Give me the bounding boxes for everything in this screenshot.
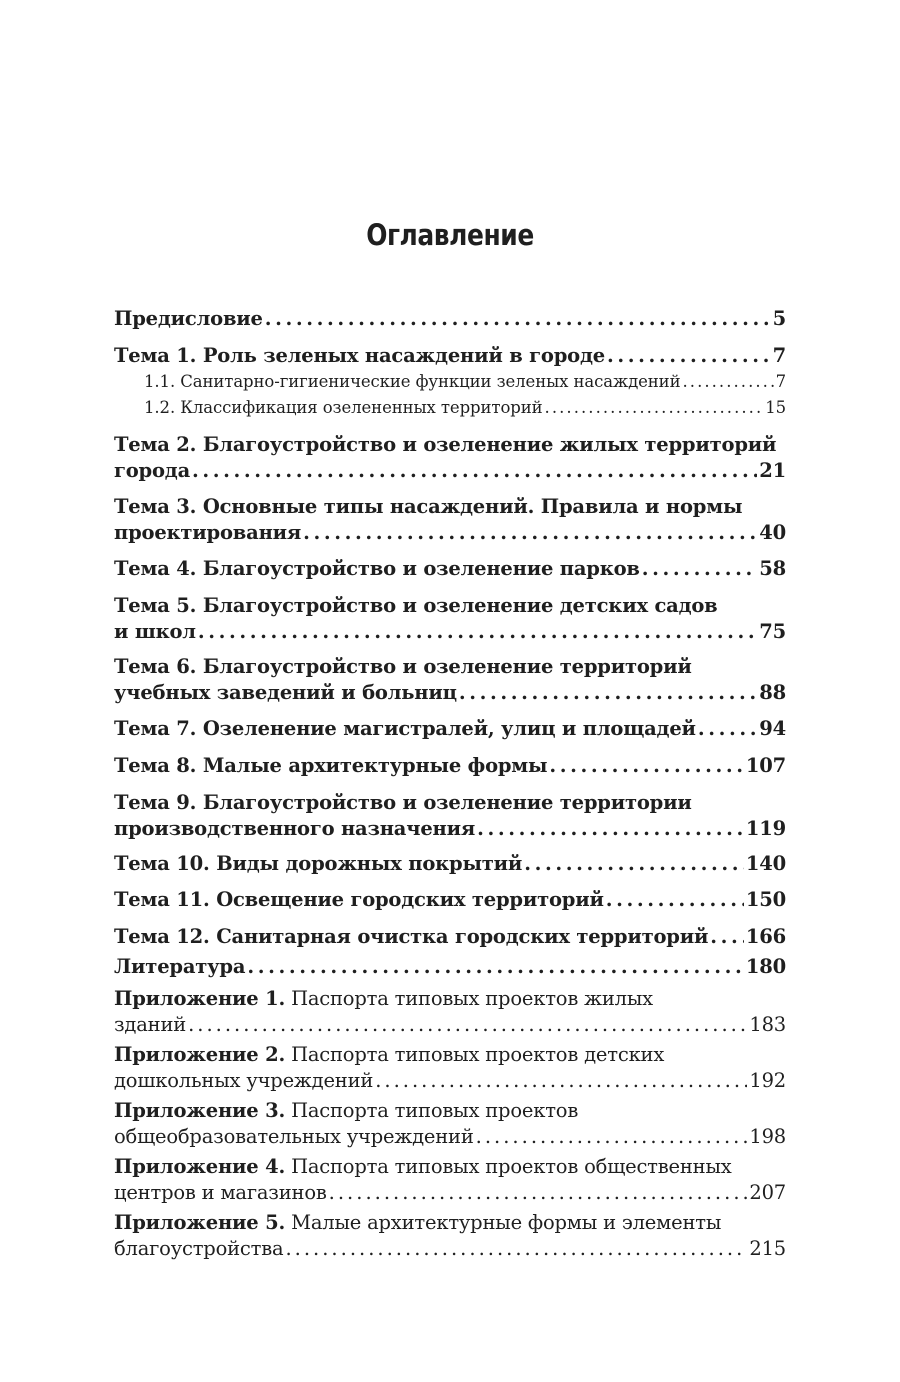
leader-dots [549, 753, 743, 779]
page-number: 207 [749, 1181, 786, 1204]
page-number: 5 [772, 307, 786, 330]
leader-dots [524, 851, 744, 877]
page-number: 7 [775, 372, 786, 391]
page-number: 150 [745, 888, 786, 911]
page-number: 88 [759, 681, 786, 704]
toc-entry-topic-4[interactable]: Тема 4. Благоустройство и озеленение парков . . . 58 [114, 556, 786, 582]
leader-dots [698, 716, 757, 742]
page-number: 215 [749, 1237, 786, 1260]
toc-entry-topic-10[interactable]: Тема 10. Виды дорожных покрытий . . . 140 [114, 851, 786, 877]
page-number: 140 [745, 852, 786, 875]
leader-dots [682, 369, 773, 395]
leader-dots [265, 306, 771, 332]
toc-entry-topic-12[interactable]: Тема 12. Санитарная очистка городских территорий . . . 166 [114, 924, 786, 950]
leader-dots [198, 619, 757, 645]
leader-dots [329, 1180, 748, 1206]
leader-dots [459, 680, 757, 706]
toc-entry-topic-8[interactable]: Тема 8. Малые архитектурные формы . . . 107 [114, 753, 786, 779]
leader-dots [285, 1236, 747, 1262]
page-number: 40 [759, 521, 786, 544]
page-number: 183 [749, 1013, 786, 1036]
leader-dots [192, 458, 757, 484]
toc-entry-topic-11[interactable]: Тема 11. Освещение городских территорий . . . 150 [114, 887, 786, 913]
toc-entry-topic-2[interactable]: Тема 2. Благоустройство и озеленение жилых территорий города . . . 21 [114, 432, 786, 484]
page-number: 75 [759, 620, 786, 643]
leader-dots [476, 1124, 748, 1150]
toc-entry-appendix-3[interactable]: Приложение 3. Паспорта типовых проектов общеобразовательных учреждений . . . 198 [114, 1098, 786, 1150]
toc-entry-topic-7[interactable]: Тема 7. Озеленение магистралей, улиц и площадей . . . 94 [114, 716, 786, 742]
leader-dots [375, 1068, 747, 1094]
page-number: 180 [745, 955, 786, 978]
page-number: 21 [759, 459, 786, 482]
toc-entry-topic-3[interactable]: Тема 3. Основные типы насаждений. Правила и нормы проектирования . . . 40 [114, 494, 786, 546]
toc-entry-appendix-2[interactable]: Приложение 2. Паспорта типовых проектов детских дошкольных учреждений . . . 192 [114, 1042, 786, 1094]
toc-entry-topic-1[interactable]: Тема 1. Роль зеленых насаждений в городе . . . 7 [114, 343, 786, 369]
leader-dots [188, 1012, 747, 1038]
leader-dots [477, 816, 744, 842]
leader-dots [607, 343, 771, 369]
toc-entry-literature[interactable]: Литература . . . 180 [114, 954, 786, 980]
toc-entry-topic-6[interactable]: Тема 6. Благоустройство и озеленение территорий учебных заведений и больниц . . . 88 [114, 654, 786, 706]
leader-dots [642, 556, 758, 582]
page-number: 94 [759, 717, 786, 740]
toc-entry-section-1-1[interactable]: 1.1. Санитарно-гигиенические функции зеленых насаждений . . . 7 [114, 369, 786, 395]
toc-entry-topic-5[interactable]: Тема 5. Благоустройство и озеленение детских садов и школ . . . 75 [114, 593, 786, 645]
leader-dots [606, 887, 744, 913]
page-number: 58 [759, 557, 786, 580]
page-number: 192 [749, 1069, 786, 1092]
page-number: 198 [749, 1125, 786, 1148]
toc-entry-topic-9[interactable]: Тема 9. Благоустройство и озеленение территории производственного назначения . . . 119 [114, 790, 786, 842]
toc-entry-appendix-1[interactable]: Приложение 1. Паспорта типовых проектов жилых зданий . . . 183 [114, 986, 786, 1038]
page-number: 119 [745, 817, 786, 840]
page-number: 15 [765, 398, 786, 417]
leader-dots [710, 924, 744, 950]
toc-entry-appendix-5[interactable]: Приложение 5. Малые архитектурные формы и элементы благоустройства . . . 215 [114, 1210, 786, 1262]
leader-dots [545, 395, 764, 421]
page-number: 107 [745, 754, 786, 777]
leader-dots [247, 954, 744, 980]
page-number: 7 [772, 344, 786, 367]
page-number: 166 [745, 925, 786, 948]
leader-dots [303, 520, 757, 546]
toc-entry-preface[interactable]: Предисловие . . . 5 [114, 306, 786, 332]
toc-entry-appendix-4[interactable]: Приложение 4. Паспорта типовых проектов общественных центров и магазинов . . . 207 [114, 1154, 786, 1206]
toc-entry-section-1-2[interactable]: 1.2. Классификация озелененных территорий . . . 15 [114, 395, 786, 421]
page-title: Оглавление [366, 218, 534, 252]
